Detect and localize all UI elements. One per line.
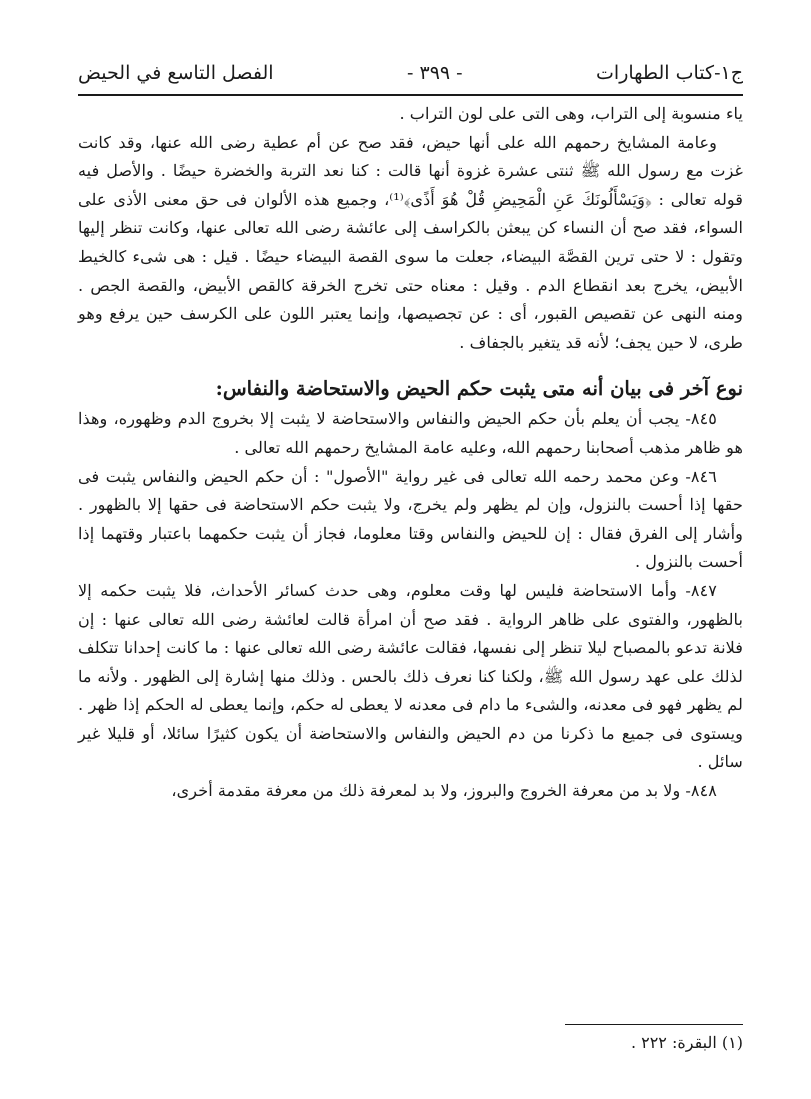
paragraph: ٨٤٥- يجب أن يعلم بأن حكم الحيض والنفاس والاستحاضة لا يثبت إلا بخروج الدم وظهوره، وهذا هو ظاهر مذهب أصحابنا رحمهم الله، وعليه عامة المشايخ رحمهم الله تعالى . <box>78 409 743 457</box>
header-volume-book: ج١-كتاب الطهارات <box>596 62 743 84</box>
paragraph: ٨٤٦- وعن محمد رحمه الله تعالى فى غير رواية "الأصول" : أن حكم الحيض والنفاس يثبت فى حقها إذا أحست بالنزول، وإن لم يظهر ولم يخرج، ولا يثبت حكم الاستحاضة فى حقها إلا بالظهور . وأشار إلى الفرق فقال : إن للحيض والنفاس وقتا معلوما، فجاز أن يثبت حكمهما باعتبار وقتهما إذا أحست بالنزول . <box>78 466 743 572</box>
paragraph: ياء منسوبة إلى التراب، وهى التى على لون التراب . <box>399 104 743 123</box>
body-text <box>78 100 743 806</box>
footnote: (١) البقرة: ٢٢٢ . <box>630 1033 743 1052</box>
paragraph: وعامة المشايخ رحمهم الله على أنها حيض، فقد صح عن أم عطية رضى الله عنها، وقد كانت غزت مع رسول الله ﷺ ثنتى عشرة غزوة أنها قالت : كنا نعد التربة والخضرة حيضًا . والأصل فيه قوله تعالى : ﴿وَيَسْأَلُونَكَ عَنِ الْمَحِيضِ قُلْ هُوَ أَذًى﴾⁽¹⁾، وجميع هذه الألوان فى حق معنى الأذى على السواء، فقد صح أن النساء كن يبعثن بالكراسف إلى عائشة رضى الله تعالى عنها، وكانت تنظر إليها وتقول : لا حتى ترين القصَّة البيضاء، جعلت ما سوى القصة البيضاء حيضًا . قيل : هى شىء كالخيط الأبيض، يخرج بعد انقطاع الدم . وقيل : معناه حتى تخرج الخرقة كالقص الأبيض، والقصة الجص . ومنه النهى عن تقصيص القبور، أى : عن تجصيصها، وإنما يعتبر اللون على الكرسف حين يرفع وهو طرى، لا حين يجف؛ لأنه قد يتغير بالجفاف . <box>78 132 743 352</box>
paragraph: ٨٤٧- وأما الاستحاضة فليس لها وقت معلوم، وهى حدث كسائر الأحداث، فلا يثبت حكمه إلا بالظهور، والفتوى على ظاهر الرواية . فقد صح أن امرأة قالت لعائشة رضى الله تعالى عنها : إن فلانة تدعو بالمصباح ليلا تنظر إلى نفسها، فقالت عائشة رضى الله تعالى عنها : ما كانت إحدانا تتكلف لذلك على عهد رسول الله ﷺ، ولكنا كنا نعرف ذلك بالحس . وذلك منها إشارة إلى الظهور . ولأنه ما لم يظهر فهو فى معدنه، والشىء ما دام فى معدنه لا يعطى له حكم، وإنما يعطى له الحكم إذا ظهر . ويستوى فى جميع ما ذكرنا من دم الحيض والنفاس والاستحاضة أن يكون كثيرًا سائلا، أو قليلا غير سائل . <box>78 580 743 772</box>
footnote-divider <box>565 1024 743 1025</box>
header-chapter: الفصل التاسع في الحيض <box>78 62 274 84</box>
section-heading: نوع آخر فى بيان أنه متى يثبت حكم الحيض والاستحاضة والنفاس: <box>215 377 743 401</box>
header-divider <box>78 94 743 96</box>
paragraph: ٨٤٨- ولا بد من معرفة الخروج والبروز، ولا بد لمعرفة ذلك من معرفة مقدمة أخرى، <box>171 781 717 801</box>
page-number: - ٣٩٩ - <box>407 62 463 84</box>
running-header <box>78 56 743 90</box>
